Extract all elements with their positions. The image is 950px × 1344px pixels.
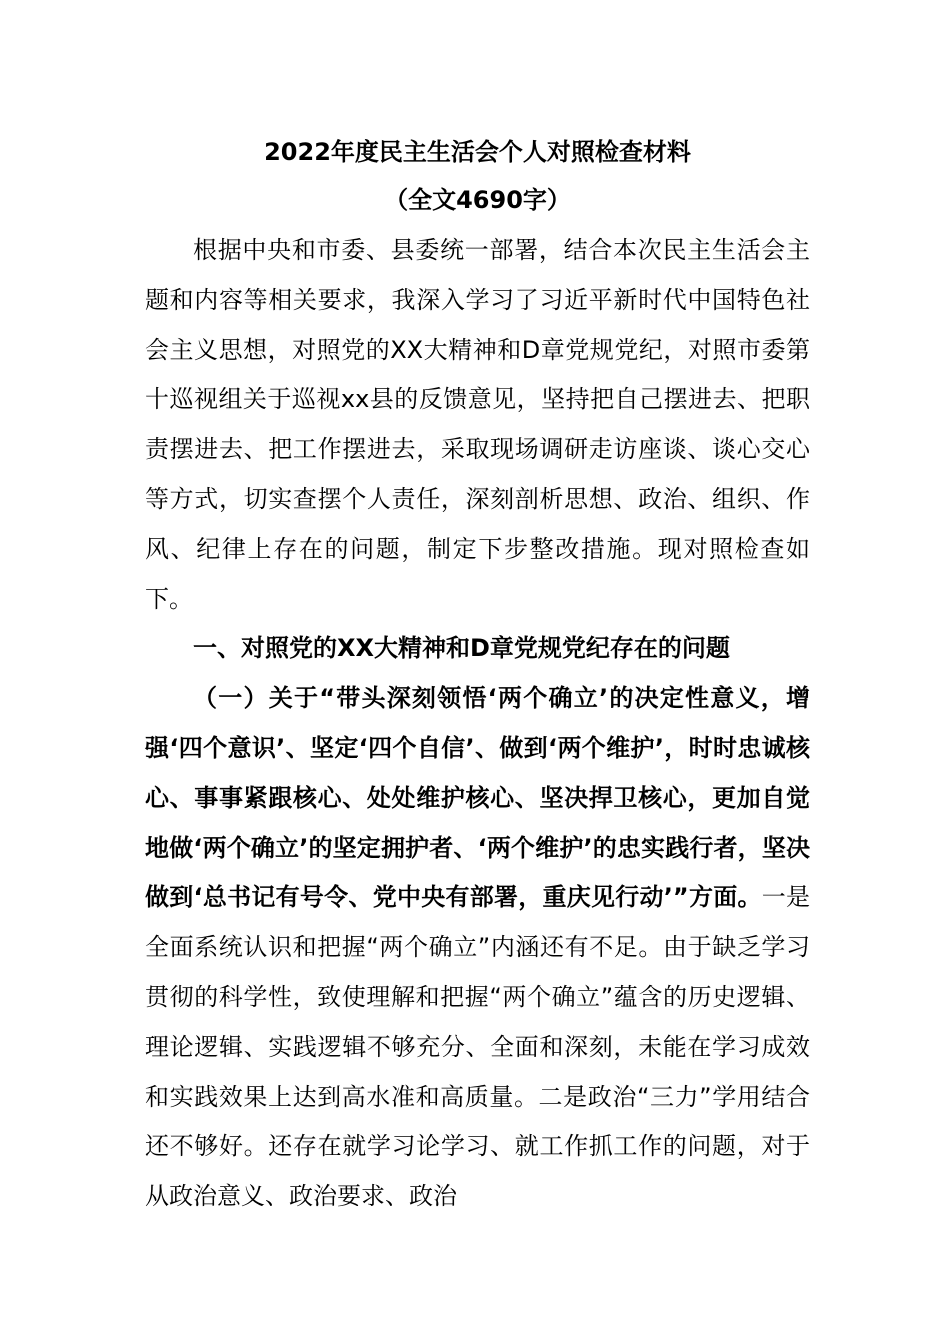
document-title: 2022年度民主生活会个人对照检查材料: [264, 138, 691, 166]
intro-paragraph: 根据中央和市委、县委统一部署，结合本次民主生活会主题和内容等相关要求，我深入学习了习近平新时代中国特色社会主义思想，对照党的XX大精神和D章党规党纪，对照市委第十巡视组关于巡视xx县的反馈意见，坚持把自己摆进去、把职责摆进去、把工作摆进去，采取现场调研走访座谈、谈心交心等方式，切实查摆个人责任，深刻剖析思想、政治、组织、作风、纪律上存在的问题，制定下步整改措施。现对照检查如下。: [145, 236, 810, 613]
subsection-body-text: 一是全面系统认识和把握“两个确立”内涵还有不足。由于缺乏学习贯彻的科学性，致使理解和把握“两个确立”蕴含的历史逻辑、理论逻辑、实践逻辑不够充分、全面和深刻，未能在学习成效和实践效果上达到高水准和高质量。二是政治“三力”学用结合还不够好。还存在就学习论学习、就工作抓工作的问题，对于从政治意义、政治要求、政治: [145, 883, 810, 1211]
subsection-paragraph: [145, 674, 810, 1222]
section-heading: 一、对照党的XX大精神和D章党规党纪存在的问题: [193, 634, 730, 663]
subsection-bold-lead: （一）关于“带头深刻领悟‘两个确立’的决定性意义，增强‘四个意识’、坚定‘四个自信’、做到‘两个维护’，时时忠诚核心、事事紧跟核心、处处维护核心、坚决捍卫核心，更加自觉地做‘两个确立’的坚定拥护者、‘两个维护’的忠实践行者，坚决做到‘总书记有号令、党中央有部署，重庆见行动’”方面。: [145, 684, 810, 912]
document-page: [145, 128, 810, 1222]
document-subtitle: （全文4690字）: [384, 186, 571, 214]
